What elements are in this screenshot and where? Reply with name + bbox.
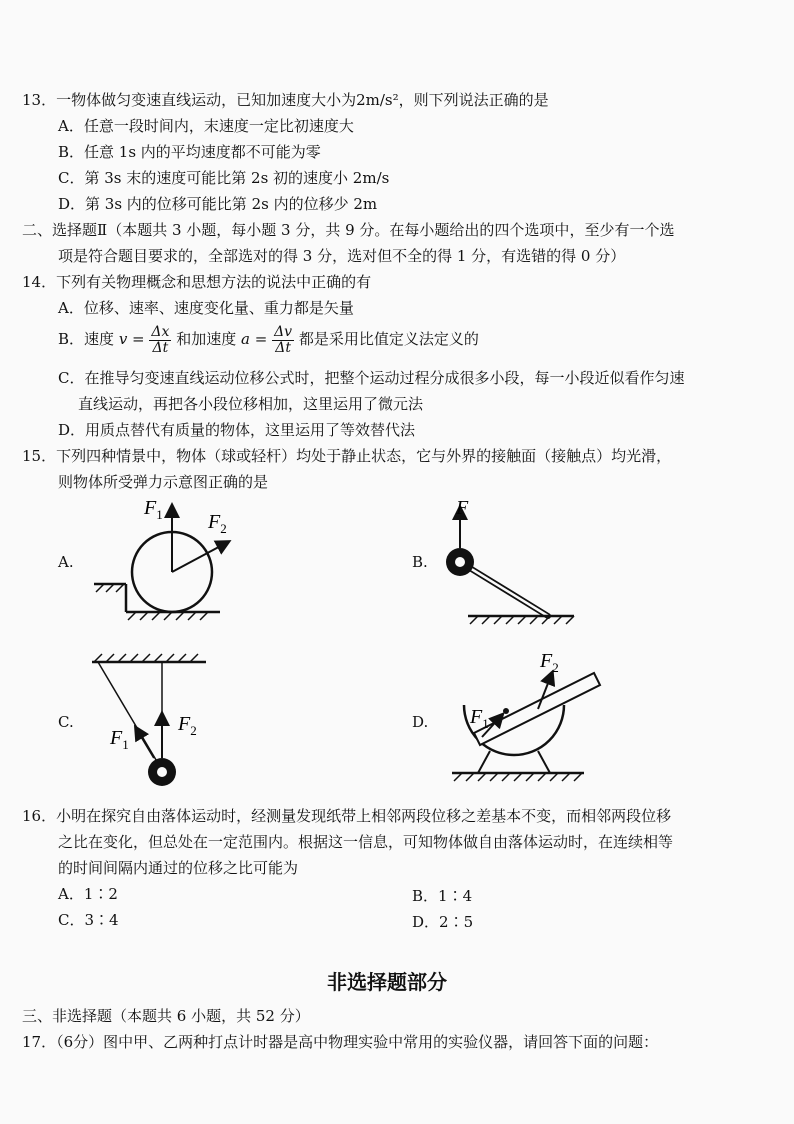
figure-a-label: A. [58,553,74,571]
q16-option-b: B．1∶4 [412,887,473,905]
figure-b-ball-on-rod [438,492,588,632]
q16-option-a: A．1∶2 [58,885,118,903]
figure-d-rod-in-bowl [438,645,608,805]
force-label-f1: $F_1$ [470,706,489,731]
q14-stem: 14．下列有关物理概念和思想方法的说法中正确的有 [22,273,372,291]
q15-stem-line2: 则物体所受弹力示意图正确的是 [58,473,269,491]
q14-option-b [58,322,479,356]
figure-b-label: B. [412,553,428,571]
q13-option-a: A．任意一段时间内，末速度一定比初速度大 [58,117,354,135]
rod [474,673,600,745]
q16-stem-line3: 的时间间隔内通过的位移之比可能为 [58,859,299,877]
q16-stem-line2: 之比在变化，但总处在一定范围内。根据这一信息，可知物体做自由落体运动时，在连续相等 [58,833,674,851]
q17-stem: 17．（6分）图中甲、乙两种打点计时器是高中物理实验中常用的实验仪器，请回答下面的问题： [22,1033,659,1051]
force-f2-arrow [172,542,228,572]
q14-b-prefix: B．速度 [58,330,115,348]
bowl-center-dot [503,708,509,714]
figure-a-ball-on-step [88,492,248,622]
q14-option-a: A．位移、速率、速度变化量、重力都是矢量 [58,299,354,317]
q14-option-d: D．用质点替代有质量的物体，这里运用了等效替代法 [58,421,416,439]
force-label-f2: $F_2$ [178,713,197,738]
force-label-f1: $F_1$ [110,727,129,752]
force-label-f2: $F_2$ [208,511,227,536]
q14-b-v: v = [118,330,145,348]
figure-c-hanging-ball [88,648,218,798]
q13-option-d: D．第 3s 内的位移可能比第 2s 内的位移少 2m [58,195,378,213]
q13-option-c: C．第 3s 末的速度可能比第 2s 初的速度小 2m/s [58,169,390,187]
force-label-f: F [456,497,469,519]
q16-option-c: C．3∶4 [58,911,119,929]
part2-title: 非选择题部分 [327,970,447,994]
q13-stem: 13．一物体做匀变速直线运动，已知加速度大小为2m/s²，则下列说法正确的是 [22,91,549,109]
velocity-fraction: $\frac{\Delta x}{\Delta t}$ [151,323,170,356]
q16-stem-line1: 16．小明在探究自由落体运动时，经测量发现纸带上相邻两段位移之差基本不变，而相邻两段位移 [22,807,672,825]
section2-line2: 项是符合题目要求的，全部选对的得 3 分，选对但不全的得 1 分，有选错的得 0 分） [58,247,626,265]
section2-line1: 二、选择题Ⅱ（本题共 3 小题，每小题 3 分，共 9 分。在每小题给出的四个选项中，至少有一个选 [22,221,675,239]
q15-stem-line1: 15．下列四种情景中，物体（球或轻杆）均处于静止状态，它与外界的接触面（接触点）均光滑， [22,447,672,465]
q14-b-suffix: 都是采用比值定义法定义的 [298,330,479,348]
ground-hatching [96,584,208,620]
q13-option-b: B．任意 1s 内的平均速度都不可能为零 [58,143,321,161]
figure-c-label: C. [58,713,74,731]
force-label-f2: $F_2$ [540,650,559,675]
force-label-f1: $F_1$ [144,497,163,522]
acceleration-fraction: $\frac{\Delta v}{\Delta t}$ [274,323,293,356]
q16-option-d: D．2∶5 [412,913,474,931]
q14-b-a: a = [241,330,268,348]
figure-d-label: D. [412,713,429,731]
section3-header: 三、非选择题（本题共 6 小题，共 52 分） [22,1007,310,1025]
force-f1-arrow [136,728,154,758]
q14-option-c-line1: C．在推导匀变速直线运动位移公式时，把整个运动过程分成很多小段，每一小段近似看作匀速 [58,369,685,387]
q14-b-mid: 和加速度 [176,330,237,348]
q14-option-c-line2: 直线运动，再把各小段位移相加，这里运用了微元法 [78,395,424,413]
